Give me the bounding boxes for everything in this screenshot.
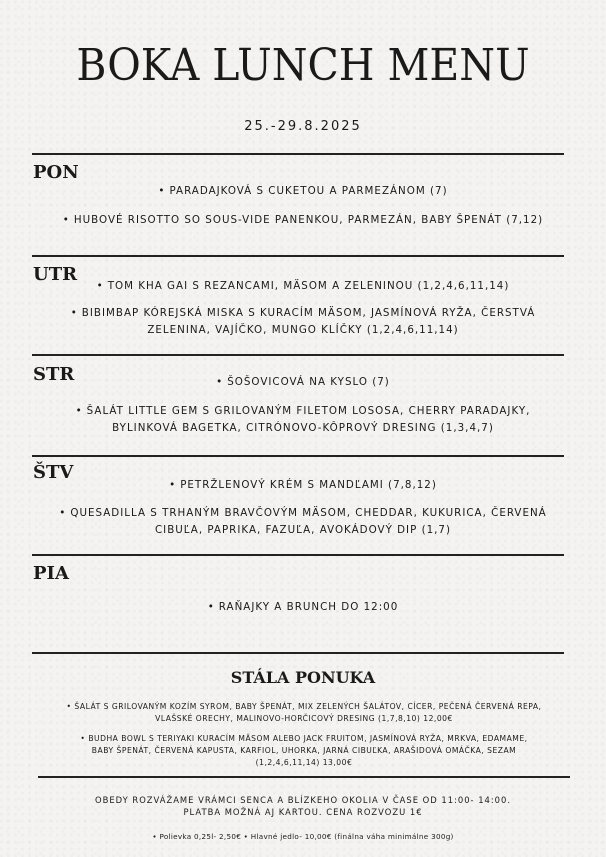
menu-item: • QUESADILLA S TRHANÝM BRAVČOVÝM MÄSOM, CHEDDAR, KUKURICA, ČERVENÁ CIBUĽA, PAPRIKA, FAZUĽA, AVOKÁDOVÝ DIP (1,7) [59, 507, 547, 536]
day-heading-stv: ŠTV [33, 462, 74, 483]
bullet-icon: • [59, 507, 67, 519]
divider [32, 554, 564, 556]
menu-item: • HUBOVÉ RISOTTO SO SOUS-VIDE PANENKOU, PARMEZÁN, BABY ŠPENÁT (7,12) [62, 214, 544, 226]
bullet-icon: • [158, 185, 166, 197]
menu-item: • RAŇAJKY A BRUNCH DO 12:00 [207, 601, 399, 613]
divider [38, 776, 570, 778]
delivery-info: OBEDY ROZVÁŽAME VRÁMCI SENCA A BLÍZKEHO OKOLIA V ČASE OD 11:00- 14:00. PLATBA MOŽNÁ AJ KARTOU. CENA ROZVOZU 1€ [94, 795, 512, 817]
menu-title: BOKA LUNCH MENU [76, 40, 530, 91]
day-heading-pia: PIA [33, 563, 69, 584]
menu-item: • TOM KHA GAI S REZANCAMI, MÄSOM A ZELENINOU (1,2,4,6,11,14) [96, 280, 510, 292]
menu-date: 25.-29.8.2025 [244, 119, 362, 134]
bullet-icon: • [70, 307, 78, 319]
day-heading-pon: PON [33, 162, 79, 183]
bullet-icon: • [80, 734, 86, 743]
divider [32, 652, 564, 654]
permanent-item: • BUDHA BOWL S TERIYAKI KURACÍM MÄSOM ALEBO JACK FRUITOM, JASMÍNOVÁ RYŽA, MRKVA, EDAMAME, BABY ŠPENÁT, ČERVENÁ KAPUSTA, KARFIOL, UHORKA, JARNÁ CIBUĽKA, ARAŠIDOVÁ OMÁČKA, SEZAM (1,2,4,6,11,14) 13,00€ [80, 734, 528, 767]
menu-item: • BIBIMBAP KÓREJSKÁ MISKA S KURACÍM MÄSOM, JASMÍNOVÁ RYŽA, ČERSTVÁ ZELENINA, VAJÍČKO, MUNGO KLÍČKY (1,2,4,6,11,14) [70, 307, 536, 336]
divider [32, 354, 564, 356]
menu-item: • PARADAJKOVÁ S CUKETOU A PARMEZÁNOM (7) [158, 185, 448, 197]
day-heading-str: STR [33, 364, 75, 385]
bullet-icon: • [66, 702, 72, 711]
permanent-item: • ŠALÁT S GRILOVANÝM KOZÍM SYROM, BABY ŠPENÁT, MIX ZELENÝCH ŠALÁTOV, CÍCER, PEČENÁ ČERVENÁ REPA, VLAŠSKÉ ORECHY, MALINOVO-HORČICOVÝ DRESING (1,7,8,10) 12,00€ [66, 702, 542, 723]
menu-item: • PETRŽLENOVÝ KRÉM S MANDĽAMI (7,8,12) [169, 479, 437, 491]
divider [32, 455, 564, 457]
bullet-icon: • [207, 601, 215, 613]
bullet-icon: • [75, 405, 83, 417]
divider [32, 153, 564, 155]
menu-item: • ŠALÁT LITTLE GEM S GRILOVANÝM FILETOM LOSOSA, CHERRY PARADAJKY, BYLINKOVÁ BAGETKA, CITRÓNOVO-KÔPROVÝ DRESING (1,3,4,7) [75, 405, 531, 434]
divider [32, 255, 564, 257]
day-heading-utr: UTR [33, 264, 78, 285]
permanent-menu-heading: STÁLA PONUKA [230, 668, 376, 687]
price-info: • Polievka 0,25l- 2,50€ • Hlavné jedlo- 10,00€ (finálna váha minimálne 300g) [152, 832, 454, 841]
bullet-icon: • [169, 479, 177, 491]
bullet-icon: • [96, 280, 104, 292]
menu-item: • ŠOŠOVICOVÁ NA KYSLO (7) [216, 376, 390, 388]
bullet-icon: • [62, 214, 70, 226]
bullet-icon: • [216, 376, 224, 388]
